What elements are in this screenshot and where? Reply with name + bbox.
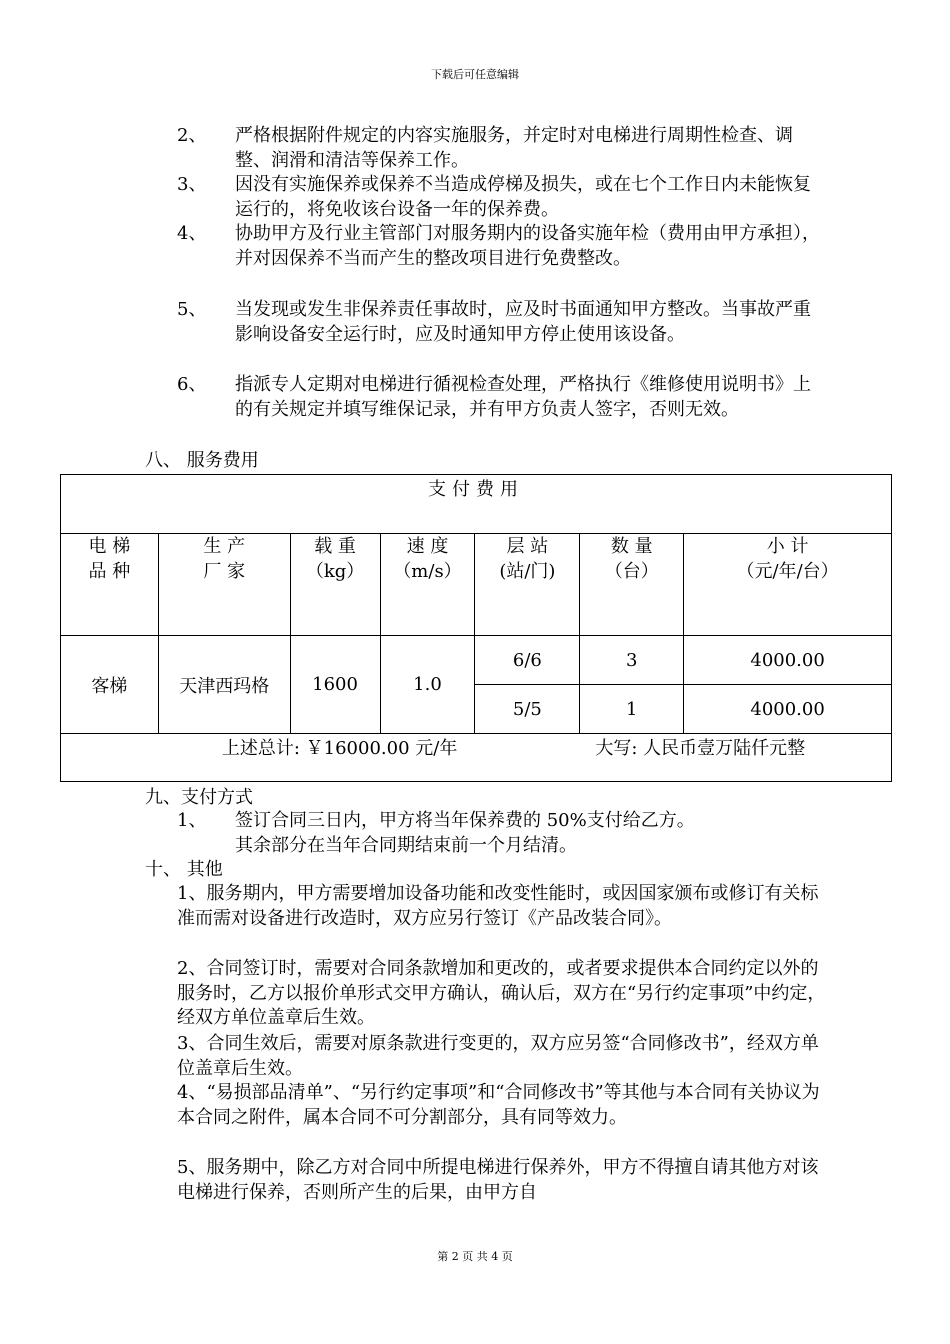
payment-clause (177, 809, 827, 858)
clause-number: 3、 (177, 174, 207, 195)
cell-qty: 1 (580, 685, 684, 734)
cell-type: 客梯 (61, 636, 159, 734)
clause-text: 当发现或发生非保养责任事故时，应及时书面通知甲方整改。当事故严重影响设备安全运行时，应及时通知甲方停止使用该设备。 (235, 299, 811, 345)
header-cell-load (290, 534, 380, 636)
payment-line-2: 其余部分在当年合同期结束前一个月结清。 (235, 834, 577, 856)
header-line: （元/年/台） (736, 561, 839, 582)
fee-table (60, 474, 892, 782)
header-line: 速 度 (406, 536, 449, 557)
cell-load: 1600 (290, 636, 380, 734)
header-line: （m/s） (393, 561, 462, 582)
header-cell-speed (380, 534, 475, 636)
section-10-title: 十、 其他 (145, 859, 223, 880)
clause-item-2 (177, 124, 827, 173)
header-line: 数 量 (610, 536, 653, 557)
clause-number: 5、 (177, 299, 207, 320)
header-line: 小 计 (766, 536, 809, 557)
header-line: 层 站 (506, 536, 549, 557)
cell-stops: 5/5 (475, 685, 580, 734)
other-clause-2: 2、合同签订时，需要对合同条款增加和更改的，或者要求提供本合同约定以外的服务时，乙方以报价单形式交甲方确认，确认后，双方在“另行约定事项”中约定，经双方单位盖章后生效。 (177, 958, 826, 1028)
clause-text: 指派专人定期对电梯进行循视检查处理，严格执行《维修使用说明书》上的有关规定并填写维保记录，并有甲方负责人签字，否则无效。 (235, 374, 811, 420)
fee-table-caption: 支付费用 (61, 475, 892, 534)
cell-subtotal: 4000.00 (684, 685, 892, 734)
cell-qty: 3 (580, 636, 684, 685)
cell-subtotal: 4000.00 (684, 636, 892, 685)
other-clause-3: 3、合同生效后，需要对原条款进行变更的，双方应另签“合同修改书”，经双方单位盖章后生效。 (177, 1033, 819, 1079)
clause-number: 6、 (177, 374, 207, 395)
clause-item-4 (177, 222, 827, 271)
header-cell-type (61, 534, 159, 636)
header-line: 电 梯 (88, 536, 131, 557)
section-8-title: 八、 服务费用 (145, 450, 259, 471)
other-clause-4: 4、“易损部品清单”、“另行约定事项”和“合同修改书”等其他与本合同有关协议为本合同之附件，属本合同不可分割部分，具有同等效力。 (177, 1082, 820, 1128)
other-clause-1: 1、服务期内，甲方需要增加设备功能和改变性能时，或因国家颁布或修订有关标准而需对设备进行改造时，双方应另行签订《产品改装合同》。 (177, 883, 819, 929)
header-line: 生 产 (203, 536, 246, 557)
clause-number: 2、 (177, 125, 207, 146)
total-cell (61, 734, 892, 782)
clause-text: 严格根据附件规定的内容实施服务，并定时对电梯进行周期性检查、调整、润滑和清洁等保养工作。 (235, 125, 793, 171)
header-line: 厂 家 (203, 561, 246, 582)
other-clause-5: 5、服务期中，除乙方对合同中所提电梯进行保养外，甲方不得擅自请其他方对该电梯进行保养，否则所产生的后果，由甲方自 (177, 1157, 819, 1203)
header-line: （kg） (305, 561, 365, 582)
cell-stops: 6/6 (475, 636, 580, 685)
header-line: (站/门) (499, 561, 556, 582)
header-line: （台） (604, 561, 659, 582)
header-cell-stops (475, 534, 580, 636)
cell-maker: 天津西玛格 (158, 636, 290, 734)
clause-number: 1、 (177, 810, 207, 831)
header-line: 载 重 (314, 536, 356, 557)
total-amount-capital: 大写: 人民币壹万陆仟元整 (595, 738, 806, 759)
clause-text: 协助甲方及行业主管部门对服务期内的设备实施年检（费用由甲方承担），并对因保养不当而产生的整改项目进行免费整改。 (235, 223, 820, 269)
header-line: 品 种 (88, 561, 131, 582)
clause-number: 4、 (177, 223, 207, 244)
cell-speed: 1.0 (380, 636, 475, 734)
header-cell-subtotal (684, 534, 892, 636)
clause-item-6 (177, 373, 827, 422)
header-cell-maker (158, 534, 290, 636)
section-9-title: 九、支付方式 (145, 787, 253, 808)
page-footer-note: 第 2 页 共 4 页 (437, 1250, 513, 1263)
clause-item-5 (177, 298, 827, 347)
clause-item-3 (177, 173, 827, 222)
payment-line-1: 签订合同三日内，甲方将当年保养费的 50%支付给乙方。 (235, 810, 695, 831)
clause-text: 因没有实施保养或保养不当造成停梯及损失，或在七个工作日内未能恢复运行的，将免收该台设备一年的保养费。 (235, 174, 811, 220)
header-cell-qty (580, 534, 684, 636)
page-header-note: 下载后可任意编辑 (431, 68, 519, 81)
total-amount: 上述总计: ￥16000.00 元/年 (221, 738, 458, 759)
